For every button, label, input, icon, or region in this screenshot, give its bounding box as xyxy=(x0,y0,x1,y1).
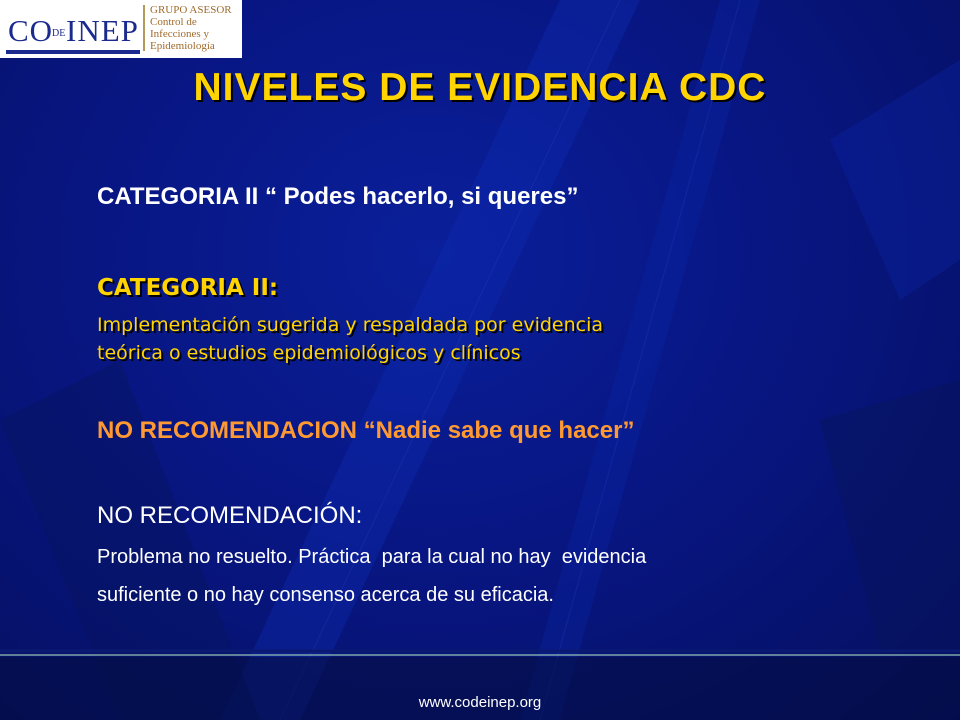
logo-line-4: Epidemiología xyxy=(150,40,215,52)
logo-line-2: Control de xyxy=(150,16,197,28)
no-recommendation-description xyxy=(97,538,646,614)
logo-line-3: Infecciones y xyxy=(150,28,209,40)
no-recommendation-heading: NO RECOMENDACIÓN: xyxy=(97,502,363,529)
no-recommendation-summary: NO RECOMENDACION “Nadie sabe que hacer” xyxy=(97,417,635,444)
category-ii-summary: CATEGORIA II “ Podes hacerlo, si queres” xyxy=(97,183,579,210)
logo-divider xyxy=(143,5,145,51)
category-ii-heading: CATEGORIA II: xyxy=(97,275,279,301)
category-ii-line-1: Implementación sugerida y respaldada por evidencia xyxy=(97,314,604,336)
no-recommendation-line-2: suficiente o no hay consenso acerca de su eficacia. xyxy=(97,584,554,606)
category-ii-line-2: teórica o estudios epidemiológicos y clínicos xyxy=(97,342,521,364)
logo-inep-text: INEP xyxy=(66,13,139,48)
codeinep-logo xyxy=(0,0,242,58)
logo-underline xyxy=(6,50,140,54)
category-ii-description xyxy=(97,311,603,367)
no-recommendation-line-1: Problema no resuelto. Práctica para la cual no hay evidencia xyxy=(97,546,647,568)
logo-line-1: GRUPO ASESOR xyxy=(150,4,232,16)
slide-title: NIVELES DE EVIDENCIA CDC xyxy=(193,66,767,109)
logo-co-text: CO xyxy=(8,13,54,48)
footer-url: www.codeinep.org xyxy=(418,694,542,711)
logo-de-text: DE xyxy=(52,28,66,39)
logo-subtitle xyxy=(150,4,232,52)
